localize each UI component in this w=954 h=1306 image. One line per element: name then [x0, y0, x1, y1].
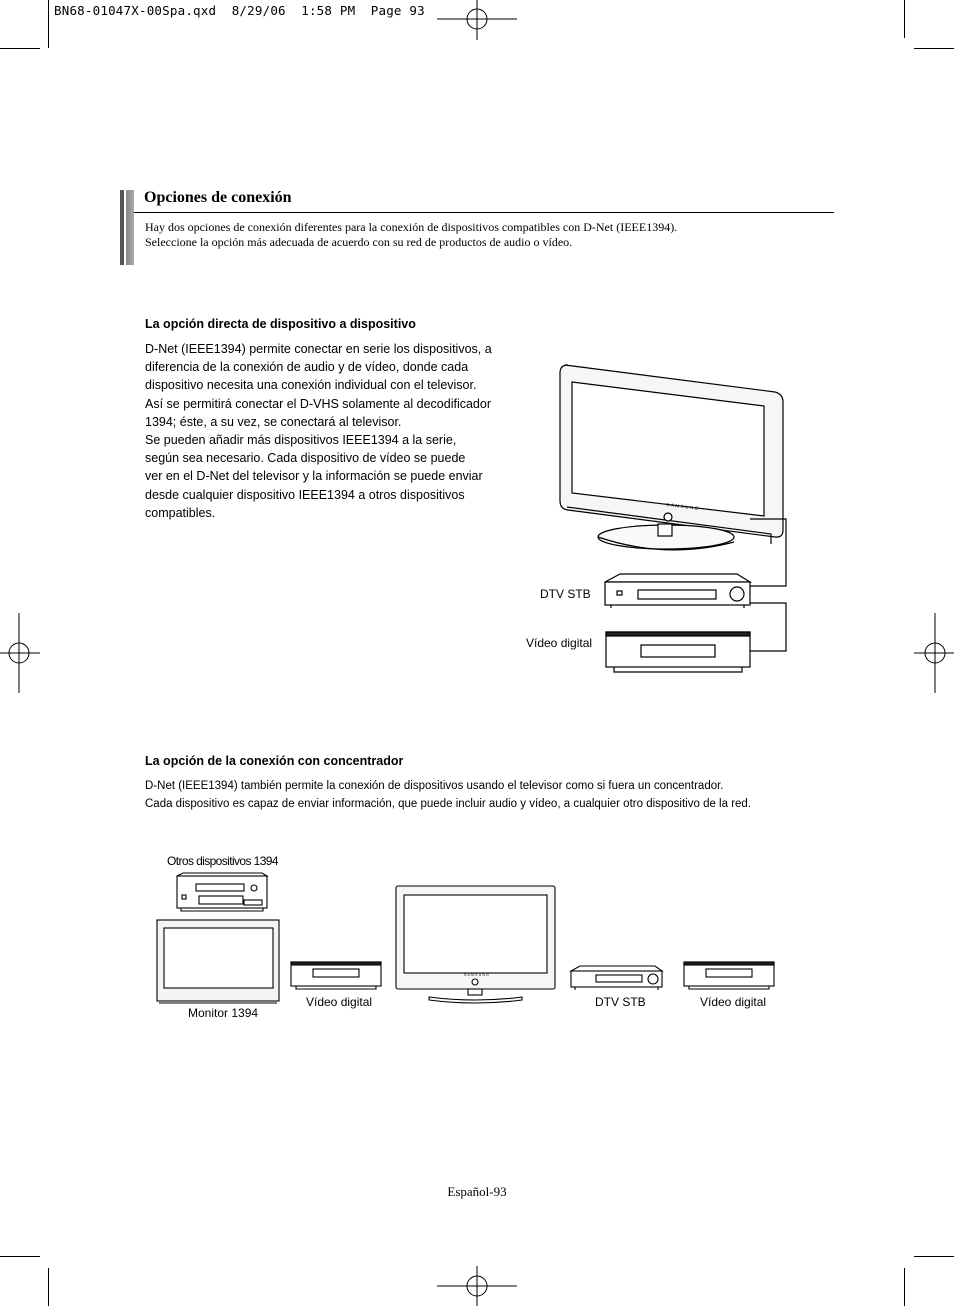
text-line: Se pueden añadir más dispositivos IEEE1394 a la serie, [145, 433, 457, 448]
text-line: Así se permitirá conectar el D-VHS solamente al decodificador [145, 396, 491, 411]
video-right-label: Vídeo digital [700, 995, 767, 1009]
text-line: desde cualquier dispositivo IEEE1394 a otros dispositivos [145, 487, 465, 502]
intro-line: Seleccione la opción más adecuada de acuerdo con su red de productos de audio o vídeo. [145, 235, 573, 249]
vcr-label: Vídeo digital [526, 636, 593, 650]
tv-hub-illustration [396, 886, 555, 1003]
text-line: diferencia de la conexión de audio y de vídeo, donde cada [145, 360, 469, 375]
text-line: Cada dispositivo es capaz de enviar información, que puede incluir audio y vídeo, a cualquier otro dispositivo de la red. [145, 798, 752, 810]
text-line: 1394; éste, a su vez, se conectará al televisor. [145, 414, 402, 429]
video-left-illustration [291, 962, 381, 989]
text-line: dispositivo necesita una conexión individual con el televisor. [145, 378, 477, 393]
text-line: D-Net (IEEE1394) permite conectar en serie los dispositivos, a [145, 342, 492, 356]
hub-option-heading: La opción de la conexión con concentrador [145, 754, 404, 768]
text-line: ver en el D-Net del televisor y la información se puede enviar [145, 469, 483, 484]
text-line: compatibles. [145, 505, 216, 520]
video-left-label: Vídeo digital [306, 995, 373, 1009]
page-number: Español-93 [447, 1184, 507, 1199]
other-device-illustration [177, 873, 267, 911]
tv-brand: SAMSUNG [665, 502, 701, 512]
tv-hub-brand: SAMSUNG [464, 973, 491, 977]
section-title: Opciones de conexión [144, 189, 292, 206]
video-right-illustration [684, 962, 774, 989]
monitor-label: Monitor 1394 [188, 1006, 259, 1020]
stb-label: DTV STB [540, 587, 591, 601]
direct-option-heading: La opción directa de dispositivo a dispositivo [145, 317, 416, 331]
text-line: D-Net (IEEE1394) también permite la conexión de dispositivos usando el televisor como si fuera un concentrador. [145, 780, 724, 792]
intro-line: Hay dos opciones de conexión diferentes para la conexión de dispositivos compatibles con D-Net (IEEE1394). [145, 220, 678, 234]
stb-hub-label: DTV STB [595, 995, 646, 1009]
monitor-illustration [157, 920, 279, 1003]
print-file-info: BN68-01047X-00Spa.qxd 8/29/06 1:58 PM Page 93 [54, 3, 425, 18]
stb-hub-illustration [571, 966, 662, 990]
other-devices-label: Otros dispositivos 1394 [167, 854, 278, 868]
text-line: según sea necesario. Cada dispositivo de vídeo se puede [145, 451, 466, 466]
